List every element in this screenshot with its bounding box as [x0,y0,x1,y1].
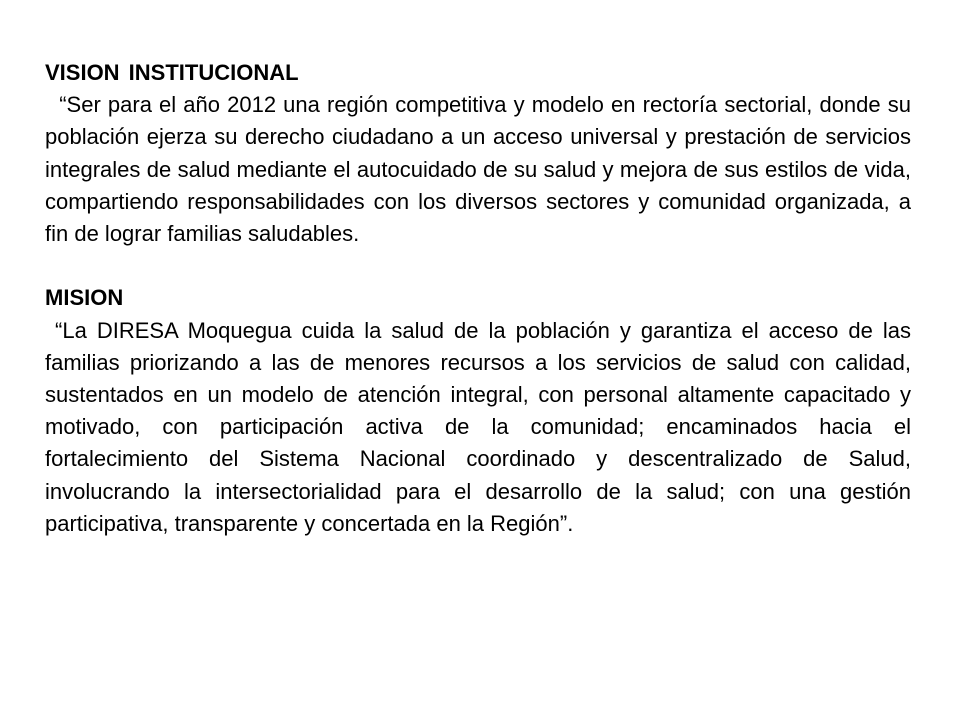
mission-heading: MISION [45,285,124,311]
mission-paragraph: “La DIRESA Moquegua cuida la salud de la población y garantiza el acceso de las familias priorizando a las de menores recursos a los servicios de salud con calidad, sustentados en un modelo de atención integral, con personal altamente capacitado y motivado, con participación activa de la comunidad; encaminados hacia el fortalecimiento del Sistema Nacional coordinado y descentralizado de Salud, involucrando la intersectorialidad para el desarrollo de la salud; con una gestión participativa, transparente y concertada en la Región”. [45,317,911,536]
section-spacer [45,250,911,282]
vision-paragraph: “Ser para el año 2012 una región competitiva y modelo en rectoría sectorial, donde su población ejerza su derecho ciudadano a un acceso universal y prestación de servicios integrales de salud mediante el autocuidado de su salud y mejora de sus estilos de vida, compartiendo responsabilidades con los diversos sectores y comunidad organizada, a fin de lograr familias saludables. [45,92,911,247]
document-body [45,57,911,540]
vision-heading: VISION INSTITUCIONAL [45,60,299,85]
